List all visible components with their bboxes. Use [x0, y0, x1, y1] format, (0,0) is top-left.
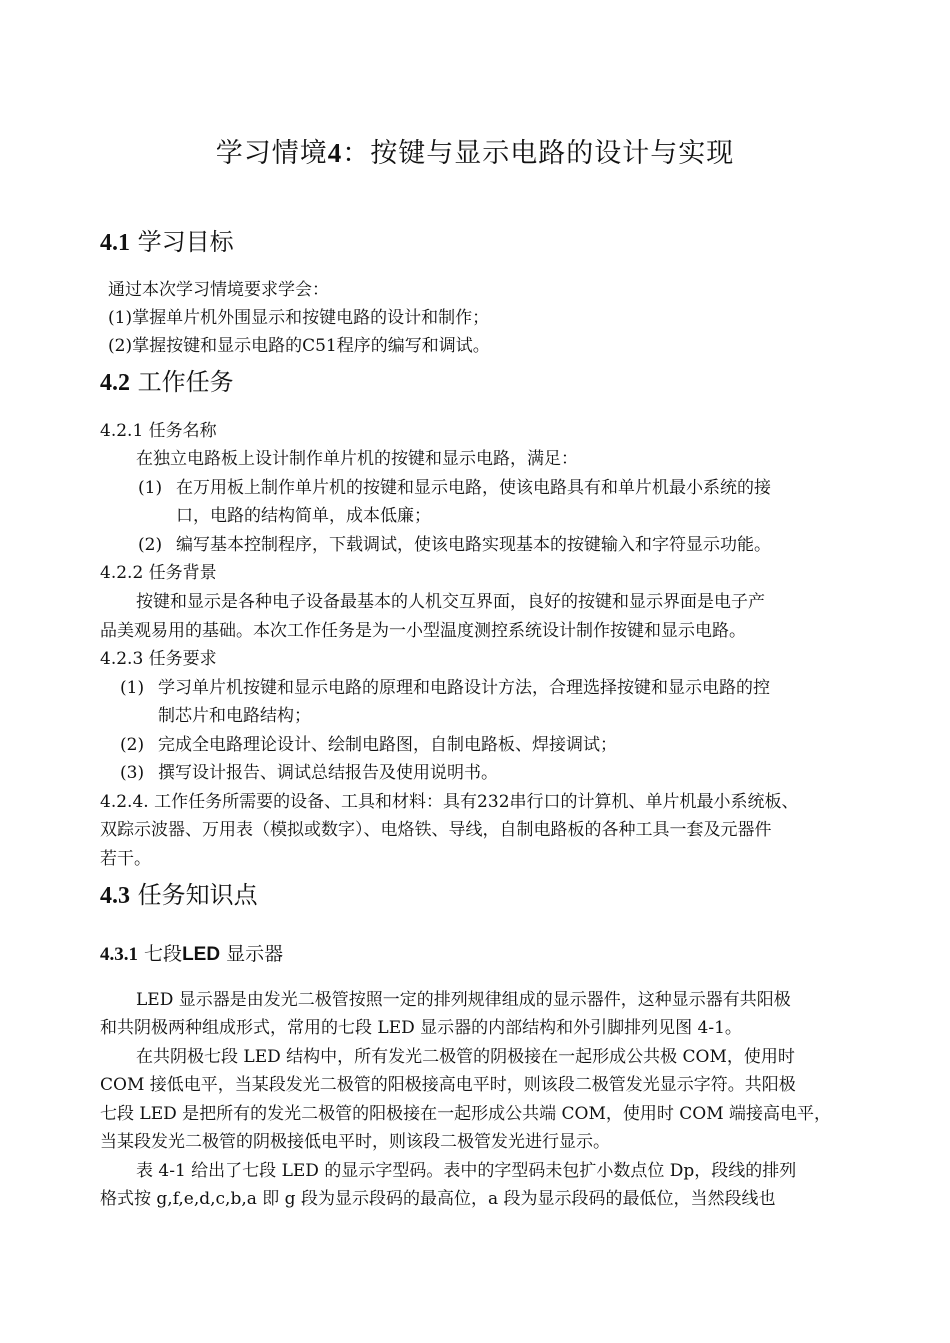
- task-item-1-number: (1): [138, 478, 163, 498]
- document-title: [0, 134, 950, 173]
- task-item-2-number: (2): [138, 535, 163, 555]
- subsection-title-post: 显示器: [226, 943, 284, 965]
- equipment-line-1: 4.2.4. 工作任务所需要的设备、工具和材料：具有232串行口的计算机、单片机最小系统板、: [100, 792, 799, 812]
- section-number: 4.2: [100, 370, 130, 396]
- task-item-1-line-1: 在万用板上制作单片机的按键和显示电路，使该电路具有和单片机最小系统的接: [176, 478, 771, 498]
- task-item-2-line-1: 编写基本控制程序，下载调试，使该电路实现基本的按键输入和字符显示功能。: [176, 535, 771, 555]
- objectives-intro: 通过本次学习情境要求学会：: [108, 280, 329, 300]
- requirement-3-number: (3): [120, 763, 145, 783]
- requirement-2-number: (2): [120, 735, 145, 755]
- background-para-line-1: 按键和显示是各种电子设备最基本的人机交互界面，良好的按键和显示界面是电子产: [136, 592, 765, 612]
- led-para-3-line-2: 格式按 g,f,e,d,c,b,a 即 g 段为显示段码的最高位，a 段为显示段码的最低位，当然段线也: [100, 1189, 776, 1209]
- led-para-2-line-2: COM 接低电平，当某段发光二极管的阳极接高电平时，则该段二极管发光显示字符。共阳极: [100, 1075, 796, 1095]
- requirement-1-line-2: 制芯片和电路结构；: [158, 706, 311, 726]
- requirement-2-line-1: 完成全电路理论设计、绘制电路图，自制电路板、焊接调试；: [158, 735, 617, 755]
- led-para-3-line-1: 表 4-1 给出了七段 LED 的显示字型码。表中的字型码未包扩小数点位 Dp，段线的排列: [136, 1161, 797, 1181]
- section-4-3-heading: [100, 879, 258, 912]
- section-title: 学习目标: [137, 228, 234, 256]
- requirement-1-line-1: 学习单片机按键和显示电路的原理和电路设计方法，合理选择按键和显示电路的控: [158, 678, 770, 698]
- subsection-number: 4.3.1: [100, 944, 138, 965]
- subsection-title-pre: 七段: [144, 943, 183, 965]
- section-number: 4.3: [100, 883, 130, 909]
- section-title: 工作任务: [137, 368, 234, 396]
- led-para-2-line-3: 七段 LED 是把所有的发光二极管的阳极接在一起形成公共端 COM，使用时 COM 端接高电平，: [100, 1104, 832, 1124]
- section-4-2-heading: [100, 366, 234, 399]
- background-para-line-2: 品美观易用的基础。本次工作任务是为一小型温度测控系统设计制作按键和显示电路。: [100, 621, 746, 641]
- requirement-1-number: (1): [120, 678, 145, 698]
- title-number: 4: [327, 138, 343, 168]
- led-para-2-line-4: 当某段发光二极管的阴极接低电平时，则该段二极管发光进行显示。: [100, 1132, 610, 1152]
- section-number: 4.1: [100, 230, 130, 256]
- section-title: 任务知识点: [137, 881, 258, 909]
- requirement-3-line-1: 撰写设计报告、调试总结报告及使用说明书。: [158, 763, 498, 783]
- led-para-1-line-2: 和共阴极两种组成形式，常用的七段 LED 显示器的内部结构和外引脚排列见图 4-1。: [100, 1018, 742, 1038]
- task-item-1-line-2: 口，电路的结构简单，成本低廉；: [176, 506, 431, 526]
- subsection-title-led: LED: [182, 944, 221, 965]
- led-para-1-line-1: LED 显示器是由发光二极管按照一定的排列规律组成的显示器件，这种显示器有共阳极: [136, 990, 791, 1010]
- equipment-line-3: 若干。: [100, 849, 151, 869]
- title-suffix: ：按键与显示电路的设计与实现: [342, 138, 735, 169]
- equipment-line-2: 双踪示波器、万用表（模拟或数字）、电烙铁、导线，自制电路板的各种工具一套及元器件: [100, 820, 772, 840]
- title-prefix: 学习情境: [215, 138, 328, 169]
- objective-item-1: (1)掌握单片机外围显示和按键电路的设计和制作；: [108, 308, 490, 328]
- task-name-intro: 在独立电路板上设计制作单片机的按键和显示电路，满足：: [136, 449, 578, 469]
- led-para-2-line-1: 在共阴极七段 LED 结构中，所有发光二极管的阴极接在一起形成公共极 COM，使用时: [136, 1047, 795, 1067]
- subsection-4-2-3-heading: 4.2.3 任务要求: [100, 649, 217, 669]
- subsection-4-2-2-heading: 4.2.2 任务背景: [100, 563, 217, 583]
- subsection-4-2-1-heading: 4.2.1 任务名称: [100, 421, 217, 441]
- objective-item-2: (2)掌握按键和显示电路的C51程序的编写和调试。: [108, 336, 490, 356]
- section-4-1-heading: [100, 226, 234, 259]
- subsection-4-3-1-heading: [100, 940, 283, 969]
